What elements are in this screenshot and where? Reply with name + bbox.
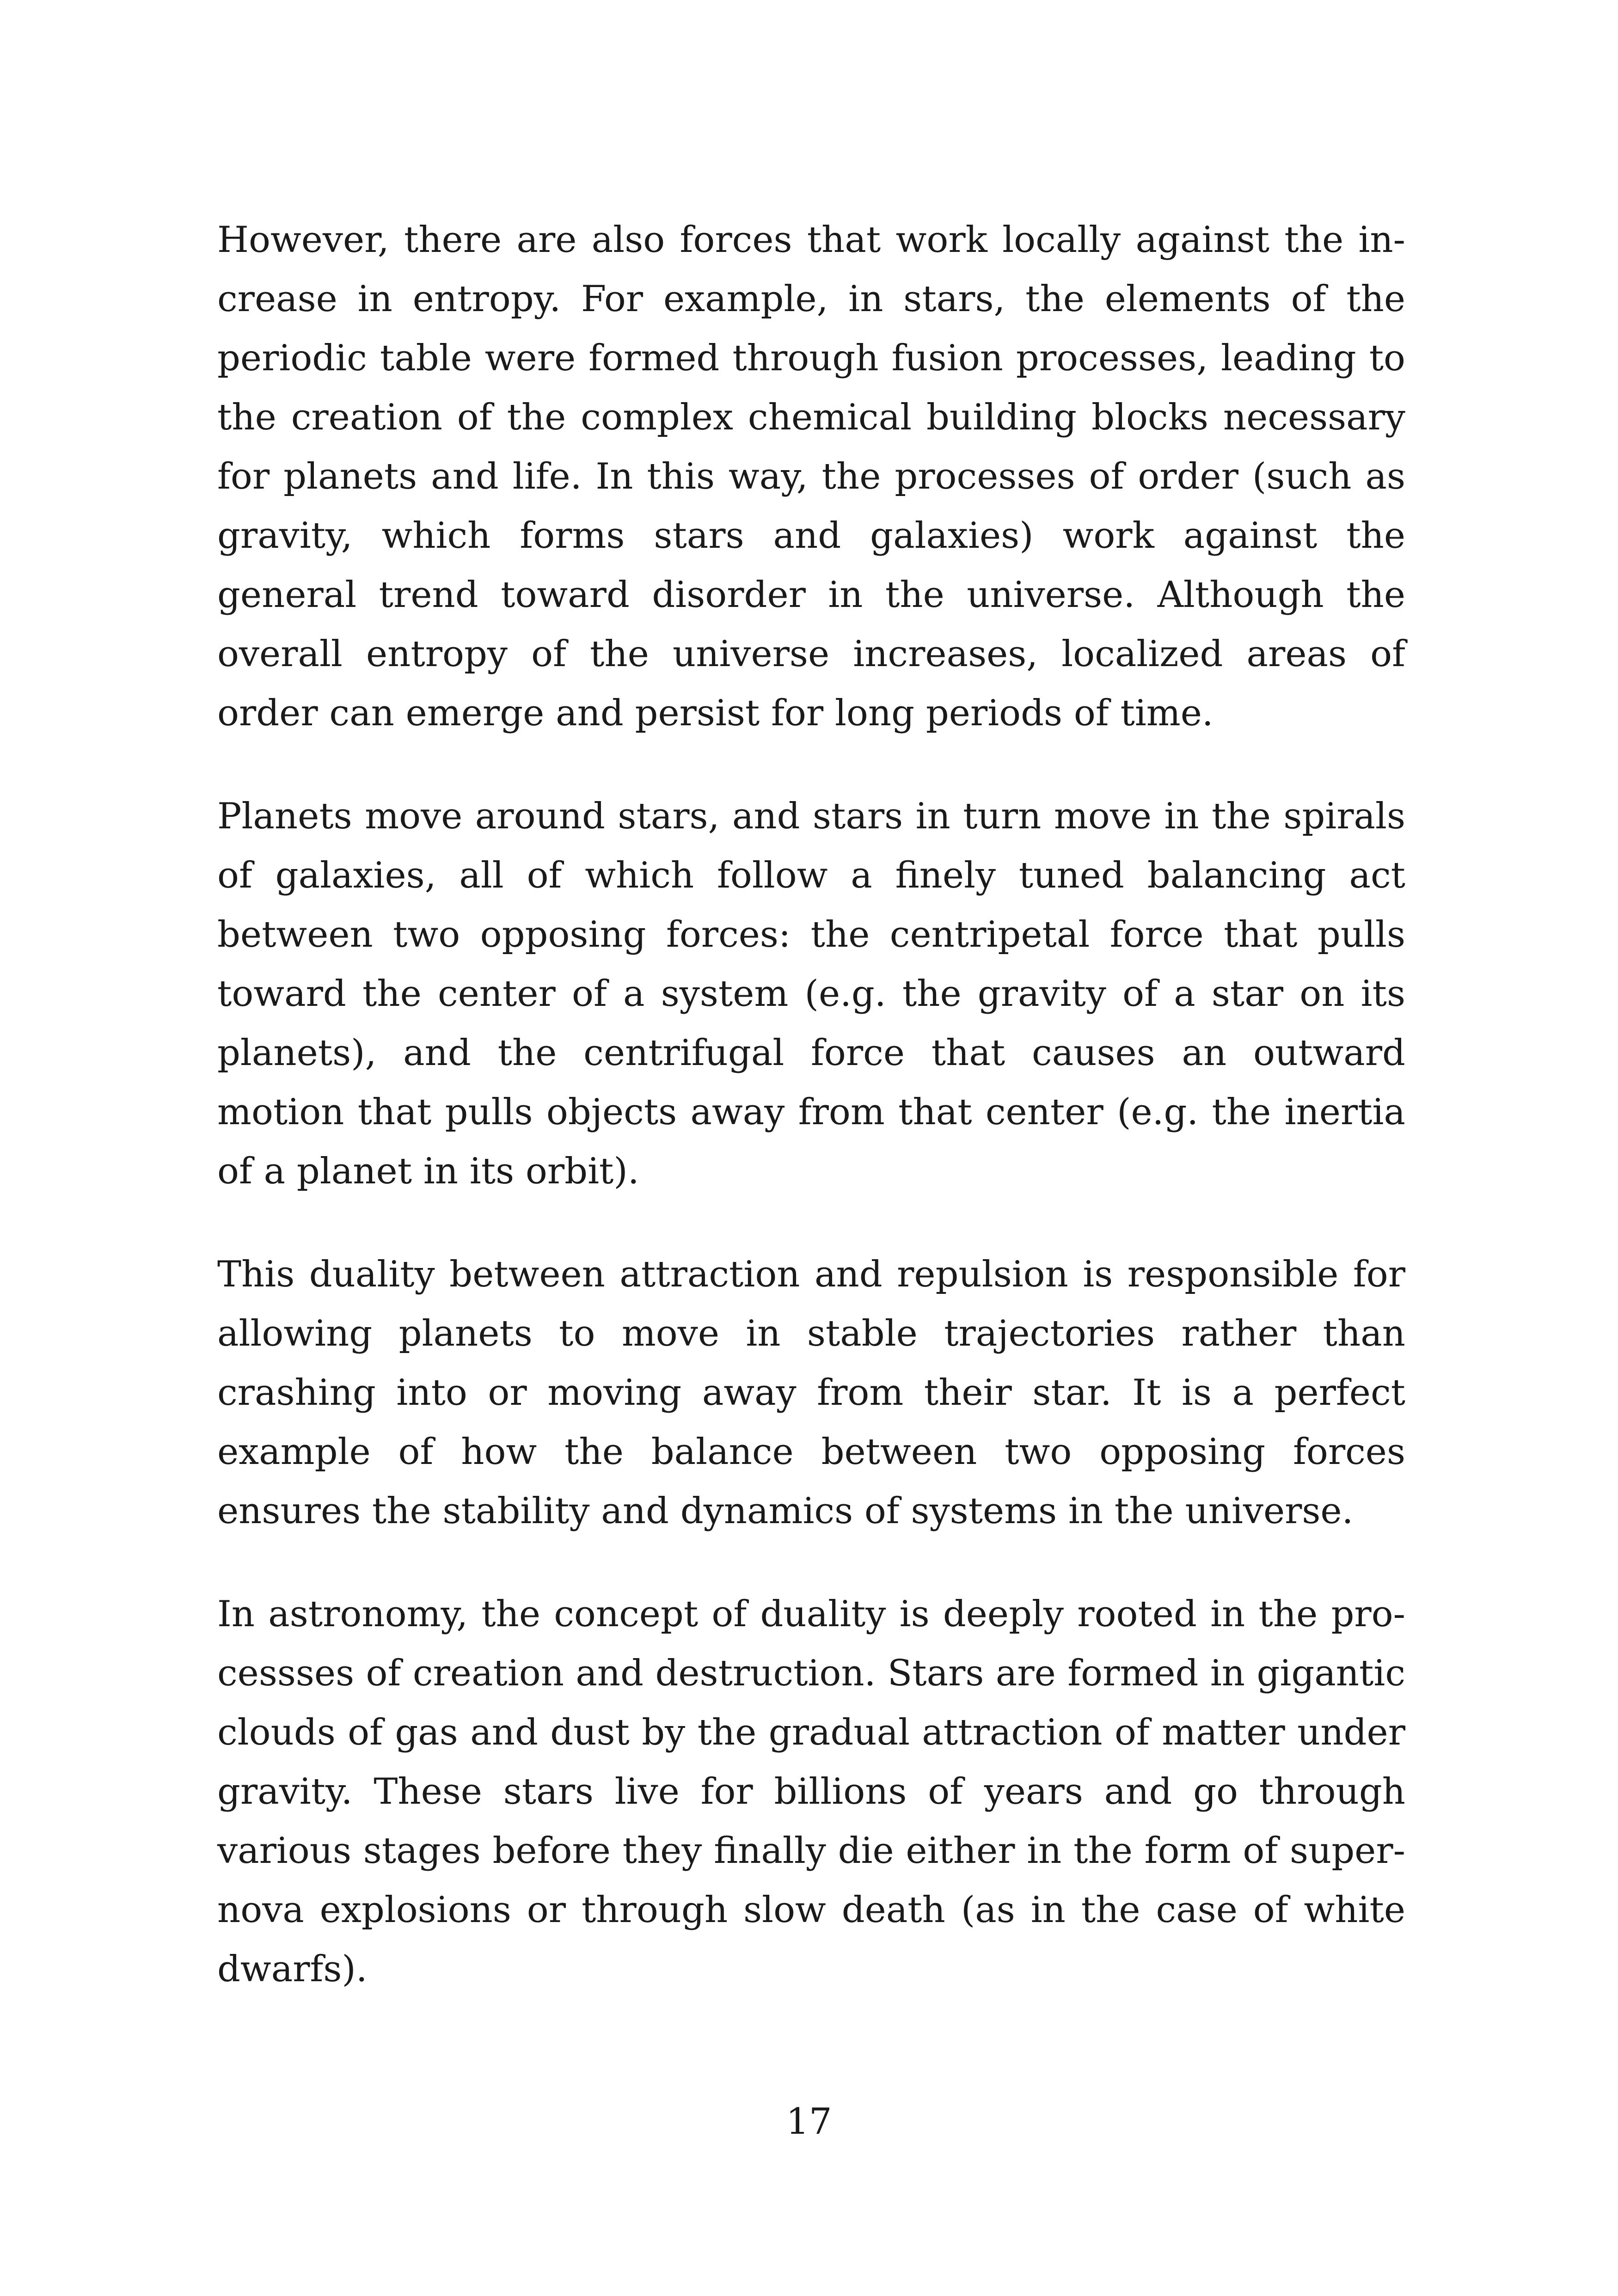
body-text: [217, 210, 1405, 1999]
paragraph-duality: This duality between attraction and repulsion is responsible for allowing planets to move in stable trajectories rather than crashing into or moving away from their star. It is a perfect example of how the balance between two opposing forces ensures the stability and dynamics of systems in the universe.: [217, 1254, 1405, 1532]
paragraph-entropy: However, there are also forces that work locally against the increase in entropy. For example, in stars, the elements of the periodic table were formed through fusion processes, leading to the creation of the complex chemical building blocks necessary for planets and life. In this way, the processes of order (such as gravity, which forms stars and galaxies) work against the general trend toward disorder in the universe. Although the overall entropy of the universe increases, localized areas of order can emerge and persist for long periods of time.: [217, 219, 1405, 734]
paragraph-astronomy: In astronomy, the concept of duality is deeply rooted in the processses of creation and destruction. Stars are formed in gigantic clouds of gas and dust by the gradual attraction of matter under gravity. These stars live for billions of years and go through various stages before they finally die either in the form of supernova explosions or through slow death (as in the case of white dwarfs).: [217, 1593, 1405, 1990]
paragraph-orbits: Planets move around stars, and stars in turn move in the spirals of galaxies, all of which follow a finely tuned balancing act between two opposing forces: the centripetal force that pulls toward the center of a system (e.g. the gravity of a star on its planets), and the centrifugal force that causes an outward motion that pulls objects away from that center (e.g. the inertia of a planet in its orbit).: [217, 796, 1405, 1192]
page-number: 17: [786, 2101, 832, 2143]
